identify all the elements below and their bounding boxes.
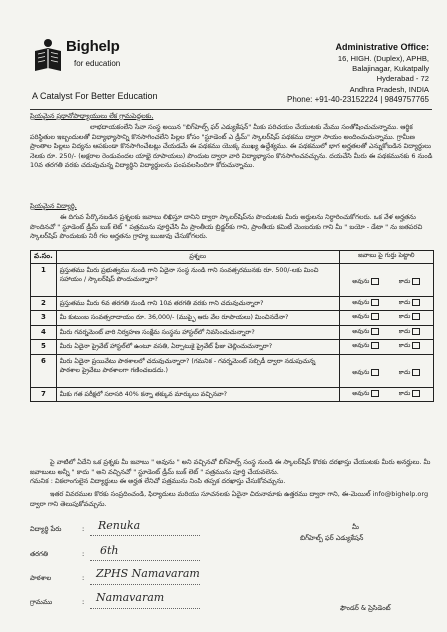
class-label: తరగతి: [30, 550, 49, 558]
yes-option[interactable]: అవును: [352, 278, 379, 286]
row-number: 1: [31, 264, 57, 297]
yes-checkbox[interactable]: [371, 369, 379, 376]
eligibility-note: పై వాటిలో ఏదేని ఒక ప్రశ్నకు మీ జవాబు " అవును " అని వచ్చినచో బిగ్‌హెల్ప్ సంస్థ నుండి ఈ స్కాలర్‌షిప్ కొరకు దరఖాస్తు చేయుటకు మీరు అనర్హులు. మీ జవాబులు అన్నీ " కాదు " అని వచ్చినచో " స్టూడెంట్ డ్రీమ్ బుక్ లెట్ " పత్రమును పూర్తి చేయవలెను.: [30, 458, 431, 476]
school-label: పాఠశాల: [30, 574, 52, 582]
yes-option[interactable]: అవును: [352, 390, 379, 398]
row-number: 4: [31, 325, 57, 339]
class-field[interactable]: 6th: [100, 544, 119, 557]
village-field[interactable]: Namavaram: [96, 591, 165, 604]
question-text: మీరు ఏదైనా ప్రయివేటు పాఠశాలలో చదువుచున్నారా? (గమనిక - గవర్నమెంట్ సబ్సిడీ ద్వారా నడుపుచున్న పాఠశాల ప్రైవేటు పాఠశాలగా గణించబడదు.): [56, 354, 339, 387]
row-number: 3: [31, 311, 57, 325]
tagline: A Catalyst For Better Education: [32, 91, 158, 101]
brand-tag: for education: [74, 59, 121, 68]
yes-option[interactable]: అవును: [352, 369, 379, 377]
col-number-header: వ.సం.: [31, 251, 57, 264]
no-checkbox[interactable]: [412, 390, 420, 397]
yes-checkbox[interactable]: [371, 342, 379, 349]
row-number: 6: [31, 354, 57, 387]
office-line: Hyderabad - 72: [376, 74, 429, 84]
student-name-label: విద్యార్థి పేరు: [30, 525, 62, 533]
signature-role: ఫౌండర్ & ప్రెసిడెంట్: [340, 604, 391, 612]
signature-salutation: మీ: [352, 523, 359, 531]
answer-options: [343, 390, 430, 398]
office-line: Andhra Pradesh, INDIA: [349, 84, 429, 94]
question-text: మీరు గవర్నమెంట్ వారి నిర్వహణ సంక్షేమ సంస్థను హాస్టల్‌లో నివసించుచున్నారా?: [56, 325, 339, 339]
village-label: గ్రామము: [30, 598, 53, 606]
no-checkbox[interactable]: [412, 278, 420, 285]
no-option[interactable]: కాదు: [399, 313, 421, 321]
eligibility-table: [30, 250, 434, 402]
greeting-1: ప్రియమైన ప్రధానోపాధ్యాయులు లేక గ్రామపెద్దలకు,: [30, 112, 154, 120]
paragraph-1: లాభదాయకంలేని సేవా సంస్థ అయిన "బిగ్‌హెల్ప్ ఫర్ ఎడ్యుకేషన్" మీకు పరిచయం చేయుటకు మేము సంతోషించుచున్నాము. ఆర్థిక పరిస్థితుల ఇబ్బందులతో విద్యాభ్యాసాన్ని కొనసాగించలేని పిల్లల కోసం "స్టూడెంట్ ఎ డ్రీమ్" స్కాలర్‌షిప్ పథకము ద్వారా సాయం అందించుచున్నాము. గ్రామీణ ప్రాంతాల పిల్లలు విద్యను ఆపకుండా కొనసాగించేటట్లు చేయడమే ఈ పథకము యొక్క ముఖ్య ఉద్దేశ్యము. ఈ పథకములో భాగ అర్హతలతో ఎన్నుకోబడిన విద్యార్థులు నెలకు రూ. 250/- (అక్షరాల రెండువందల యాభై రూపాయలు) పొందుట ద్వారా వారి విద్యాభ్యాసం కొనసాగించవచ్చును. దయచేసి మీరు ఈ పథకమునకు 6 నుండి 10వ తరగతి వరకు చదువుచున్న విద్యార్థిని విద్యార్థులను పంపవలసిందిగా కోరుచున్నాము.: [30, 123, 433, 170]
table-header-row: [31, 251, 434, 264]
no-checkbox[interactable]: [412, 369, 420, 376]
no-option[interactable]: కాదు: [399, 342, 421, 350]
greeting-2: ప్రియమైన విద్యార్థి,: [30, 202, 77, 210]
question-text: ప్రస్తుతము మీరు ప్రభుత్వము నుండి గాని ఏదైనా సంస్థ నుండి గాని సంవత్సరమునకు రూ. 500/-లకు మించి సహాయం / స్కాలర్‌షిప్ పొందుచున్నారా?: [56, 264, 339, 297]
no-option[interactable]: కాదు: [399, 278, 421, 286]
book-person-logo-icon: [33, 38, 63, 74]
table-row: [31, 387, 434, 401]
office-title: Administrative Office:: [335, 42, 429, 52]
header-divider: [30, 109, 432, 110]
no-option[interactable]: కాదు: [399, 299, 421, 307]
office-line: 16, HIGH. (Duplex), APHB,: [337, 54, 429, 63]
table-row: [31, 354, 434, 387]
no-checkbox[interactable]: [412, 313, 420, 320]
answer-options: [343, 328, 430, 336]
yes-checkbox[interactable]: [371, 313, 379, 320]
question-text: మీ కుటుంబ సంవత్సరాదాయం రూ. 36,000/- (ముప్ఫై ఆరు వేల రూపాయలు) మించినదేనా?: [56, 311, 339, 325]
question-text: మీకు గత పరీక్షలో సరాసరి 40% కన్నా తక్కువ మార్కులు వచ్చినవా?: [56, 387, 339, 401]
student-name-field[interactable]: Renuka: [98, 519, 141, 532]
contact-note: ఇతర వివరముల కొరకు సంప్రదించండి, ఫిర్యాదులు మరియు సూచనలకు ఏదైనా చిరునామాకు ఉత్తరము ద్వారా గాని, ఈ-మెయిల్ info@bighelp.org ద్వారా గాని తెలుపుకోవచ్చును.: [30, 490, 429, 508]
question-text: మీరు ఏదైనా ప్రైవేట్ హాస్టల్‌లో ఉంటూ వసతి, ఏర్పాటుకై ప్రైవేట్ ఫీజు చెల్లించుచున్నారా?: [56, 340, 339, 354]
yes-option[interactable]: అవును: [352, 328, 379, 336]
table-row: [31, 340, 434, 354]
yes-option[interactable]: అవును: [352, 313, 379, 321]
no-checkbox[interactable]: [412, 299, 420, 306]
table-row: [31, 311, 434, 325]
no-option[interactable]: కాదు: [399, 390, 421, 398]
yes-option[interactable]: అవును: [352, 342, 379, 350]
office-address: [287, 41, 429, 105]
col-answer-header: జవాబు పై గుర్తు పెట్టాలి: [339, 251, 433, 264]
disability-note: గమనిక : వికలాంగులైన విద్యార్థులు ఈ అర్హత లేనిచో పత్రమును నింపి తప్పక దరఖాస్తు చేసుకోవచ్చును.: [30, 477, 286, 485]
answer-options: [343, 369, 430, 377]
table-row: [31, 325, 434, 339]
office-phone: Phone: +91-40-23152224 | 9849757765: [287, 94, 429, 104]
answer-options: [343, 342, 430, 350]
yes-checkbox[interactable]: [371, 328, 379, 335]
office-line: Balajinagar, Kukatpally: [352, 64, 429, 74]
yes-checkbox[interactable]: [371, 299, 379, 306]
no-option[interactable]: కాదు: [399, 369, 421, 377]
col-question-header: ప్రశ్నలు: [56, 251, 339, 264]
question-text: ప్రస్తుతము మీరు 6వ తరగతి నుండి గాని 10వ తరగతి వరకు గాని చదువుచున్నారా?: [56, 297, 339, 311]
no-checkbox[interactable]: [412, 328, 420, 335]
yes-checkbox[interactable]: [371, 390, 379, 397]
no-checkbox[interactable]: [412, 342, 420, 349]
signature-organisation: బిగ్‌హెల్ప్ ఫర్ ఎడ్యుకేషన్: [300, 534, 364, 542]
answer-options: [343, 299, 430, 307]
school-field[interactable]: ZPHS Namavaram: [96, 567, 200, 580]
brand-name: Bighelp: [66, 38, 120, 55]
row-number: 2: [31, 297, 57, 311]
answer-options: [343, 278, 430, 286]
letter-page: Bighelp for education A Catalyst For Better Education Administrative Office: 16, HIGH. (Duplex), APHB, Balajinagar, Kukatpally Hyderabad - 72 Andhra Pradesh, INDIA Phone: +91-40-23152224 | 9849757765 ప్రియమైన ప్రధానోపాధ్యాయులు లేక గ్రామపెద్దలకు, లాభదాయకంలేని సేవా సంస్థ అయిన "బిగ్‌హెల్ప్ ఫర్ ఎడ్యుకేషన్" మీకు పరిచయం చేయుటకు మేము సంతోషించుచున్నాము. ఆర్థిక పరిస్థితుల ఇబ్బందులతో విద్యాభ్యాసాన్ని కొనసాగించలేని పిల్లల కోసం "స్టూడెంట్ ఎ డ్రీమ్" స్కాలర్‌షిప్ పథకము ద్వారా సాయం అందించుచున్నాము. గ్రామీణ ప్రాంతాల పిల్లలు విద్యను ఆపకుండా కొనసాగించేటట్లు చేయడమే ఈ పథకము యొక్క ముఖ్య ఉద్దేశ్యము. ఈ పథకములో భాగ అర్హతలతో ఎన్నుకోబడిన విద్యార్థులు నెలకు రూ. 250/- (అక్షరాల రెండువందల యాభై రూపాయలు) పొందుట ద్వారా వారి విద్యాభ్యాసం కొనసాగించవచ్చును. దయచేసి మీరు ఈ పథకమునకు 6 నుండి 10వ తరగతి వరకు చదువుచున్న విద్యార్థిని విద్యార్థులను పంపవలసిందిగా కోరుచున్నాము. ప్రియమైన విద్యార్థి, ఈ దిగువ పేర్కొనబడిన ప్రశ్నలకు జవాబు లిఖిస్తూ దానిని ద్వారా స్కాలర్‌షిప్‌ను పొందుటకు మీరు అర్హులను నిర్ధారించుకోగలరు. ఒక వేళ అర్హతను పొందినచో " స్టూడెంట్ డ్రీమ్ బుక్ లెట్ " పత్రమును పూర్తిచేసి మీ ప్రాంతీయ బ్రిడ్జర్‌కు గాని, ప్రాంతీయ కమిటీ మెంబరుకు గాని మీ " బయో - డేటా " ను జతపరచి స్కాలర్‌షిప్ పొందుటకు నిరీ గల అర్హతను గ్రాహ్య ఋజువు చేసుకోగలరు. వ.సం. ప్రశ్నలు జవాబు పై గుర్తు పెట్టాలి 1 ప్రస్తుతము మీరు ప్రభుత్వము నుండి గాని ఏదైనా సంస్థ నుండి గాని సంవత్సరమునకు రూ. 500/-లకు మించి సహాయం / స్కాలర్‌షిప్ పొందుచున్నారా? అవును కాదు 2 ప్రస్తుతము మీరు 6వ తరగతి నుండి గాని 10వ తరగతి వరకు గాని చదువుచున్నారా? అవును కాదు 3 మీ కుటుంబ సంవత్సరాదాయం రూ. 36,000/- (ముప్ఫై ఆరు వేల రూపాయలు) మించినదేనా? అవును కాదు 4 మీరు గవర్నమెంట్ వారి నిర్వహణ సంక్షేమ సంస్థను హాస్టల్‌లో నివసించుచున్నారా? అవును కాదు 5 మీరు ఏదైనా ప్రైవేట్ హాస్టల్‌లో ఉంటూ వసతి, ఏర్పాటుకై ప్రైవేట్ ఫీజు చెల్లించుచున్నారా? అవును కాదు 6 మీరు ఏదైనా ప్రయివేటు పాఠశాలలో చదువుచున్నారా? (గమనిక - గవర్నమెంట్ సబ్సిడీ ద్వారా నడుపుచున్న పాఠశాల ప్రైవేటు పాఠశాలగా గణించబడదు.) అవును కాదు 7 మీకు గత పరీక్షలో సరాసరి 40% కన్నా తక్కువ మార్కులు వచ్చినవా? అవును కాదు పై వాటిలో ఏదేని ఒక ప్రశ్నకు మీ జవాబు " అవును " అని వచ్చినచో బిగ్‌హెల్ప్ సంస్థ నుండి ఈ స్కాలర్‌షిప్ కొరకు దరఖాస్తు చేయుటకు మీరు అనర్హులు. మీ జవాబులు అన్నీ " కాదు " అని వచ్చినచో " స్టూడెంట్ డ్రీమ్ బుక్ లెట్ " పత్రమును పూర్తి చేయవలెను. గమనిక : వికలాంగులైన విద్యార్థులు ఈ అర్హత లేనిచో పత్రమును నింపి తప్పక దరఖాస్తు చేసుకోవచ్చును. ఇతర వివరముల కొరకు సంప్రదించండి, ఫిర్యాదులు మరియు సూచనలకు ఏదైనా చిరునామాకు ఉత్తరము ద్వారా గాని, ఈ-మెయిల్ info@bighelp.org ద్వారా గాని తెలుపుకోవచ్చును. విద్యార్థి పేరు : Renuka తరగతి : 6th పాఠశాల : ZPHS Namavaram గ్రామము : Namavaram మీ బిగ్‌హెల్ప్ ఫర్ ఎడ్యుకేషన్ ఫౌండర్ & ప్రెసిడెంట్: [30, 38, 433, 612]
row-number: 5: [31, 340, 57, 354]
answer-options: [343, 313, 430, 321]
yes-option[interactable]: అవును: [352, 299, 379, 307]
yes-checkbox[interactable]: [371, 278, 379, 285]
no-option[interactable]: కాదు: [399, 328, 421, 336]
table-row: [31, 297, 434, 311]
row-number: 7: [31, 387, 57, 401]
table-row: [31, 264, 434, 297]
paragraph-2: ఈ దిగువ పేర్కొనబడిన ప్రశ్నలకు జవాబు లిఖిస్తూ దానిని ద్వారా స్కాలర్‌షిప్‌ను పొందుటకు మీరు అర్హులను నిర్ధారించుకోగలరు. ఒక వేళ అర్హతను పొందినచో " స్టూడెంట్ డ్రీమ్ బుక్ లెట్ " పత్రమును పూర్తిచేసి మీ ప్రాంతీయ బ్రిడ్జర్‌కు గాని, ప్రాంతీయ కమిటీ మెంబరుకు గాని మీ " బయో - డేటా " ను జతపరచి స్కాలర్‌షిప్ పొందుటకు నిరీ గల అర్హతను గ్రాహ్య ఋజువు చేసుకోగలరు.: [30, 213, 423, 241]
